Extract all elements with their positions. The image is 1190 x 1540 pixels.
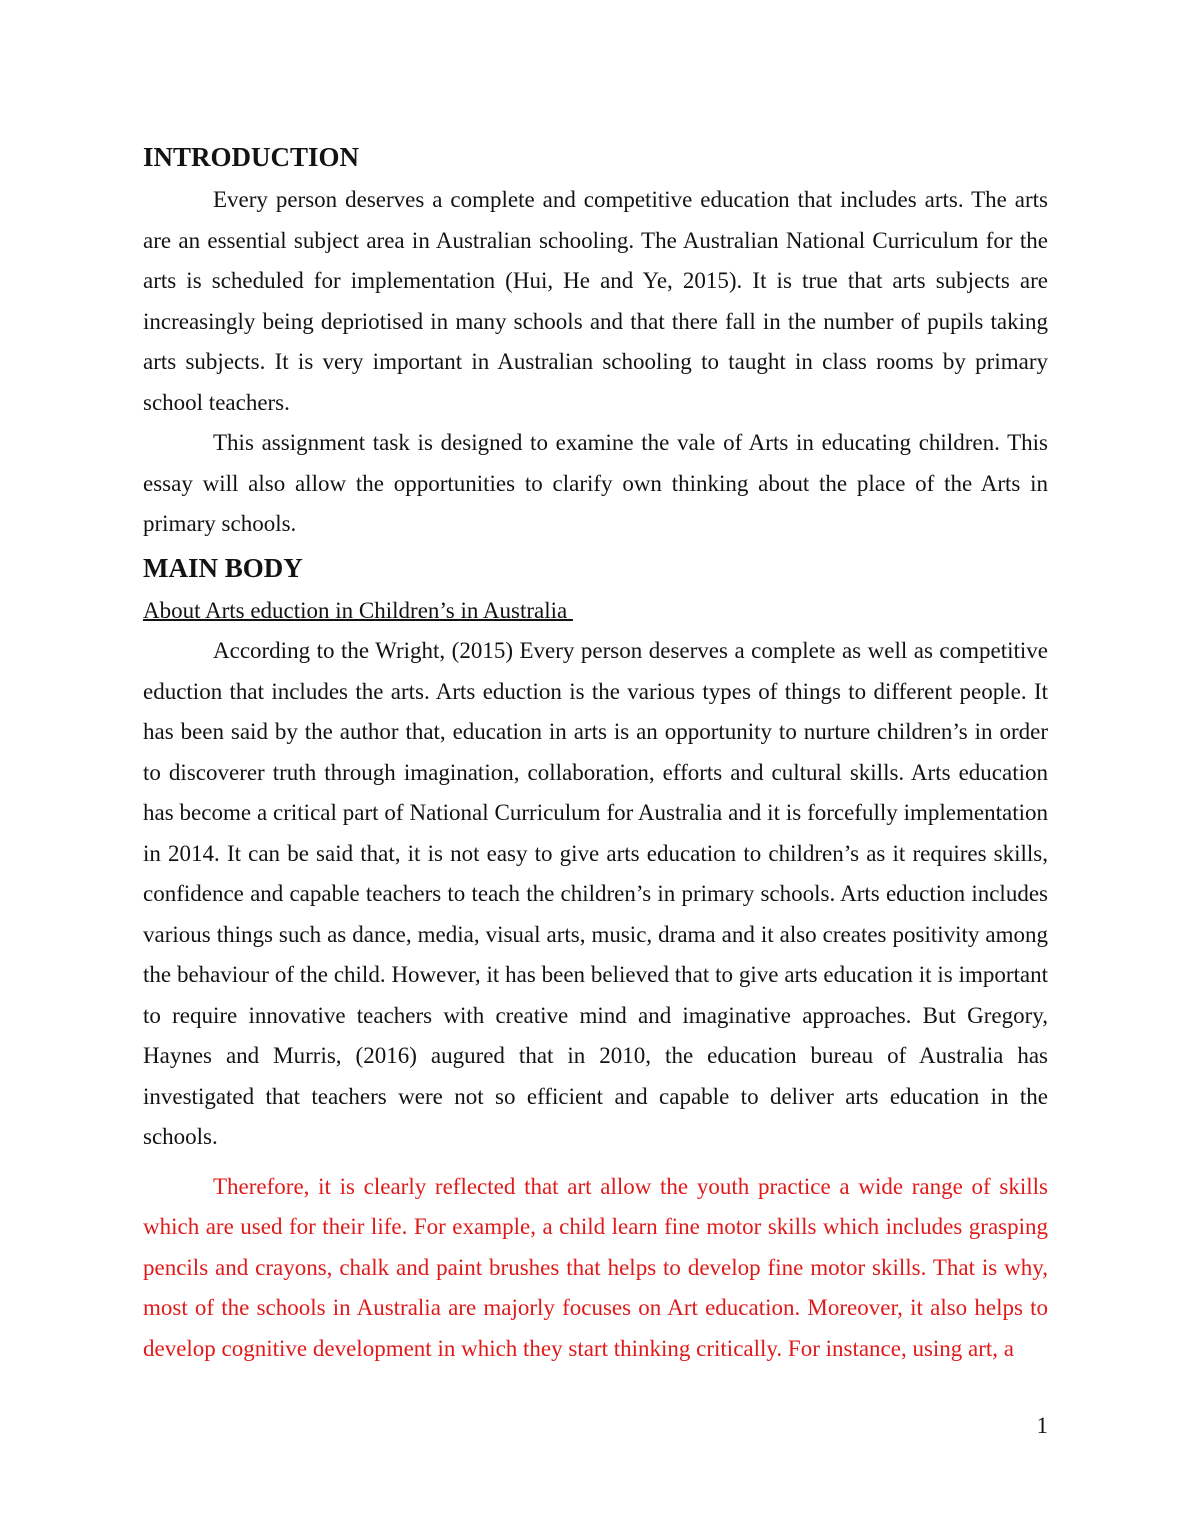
subheading-about-arts-education: About Arts eduction in Children’s in Australia	[143, 597, 573, 623]
intro-paragraph-1: Every person deserves a complete and competitive education that includes arts. The arts are an essential subject area in Australian schooling. The Australian National Curriculum for the arts is scheduled for implementation (Hui, He and Ye, 2015). It is true that arts subjects are increasingly being depriotised in many schools and that there fall in the number of pupils taking arts subjects. It is very important in Australian schooling to taught in class rooms by primary school teachers.	[143, 187, 1048, 415]
heading-introduction: INTRODUCTION	[143, 142, 360, 172]
main-body-paragraph: According to the Wright, (2015) Every person deserves a complete as well as competitive eduction that includes the arts. Arts eduction is the various types of things to different people. It has been said by the author that, education in arts is an opportunity to nurture children’s in order to discoverer truth through imagination, collaboration, efforts and cultural skills. Arts education has become a critical part of National Curriculum for Australia and it is forcefully implementation in 2014. It can be said that, it is not easy to give arts education to children’s as it requires skills, confidence and capable teachers to teach the children’s in primary schools. Arts eduction includes various things such as dance, media, visual arts, music, drama and it also creates positivity among the behaviour of the child. However, it has been believed that to give arts education it is important to require innovative teachers with creative mind and imaginative approaches. But Gregory, Haynes and Murris, (2016) augured that in 2010, the education bureau of Australia has investigated that teachers were not so efficient and capable to deliver arts education in the schools.	[143, 638, 1048, 1149]
heading-main-body: MAIN BODY	[143, 552, 303, 583]
page-number: 1	[1036, 1413, 1048, 1438]
intro-paragraph-2: This assignment task is designed to examine the vale of Arts in educating children. This essay will also allow the opportunities to clarify own thinking about the place of the Arts in primary schools.	[143, 430, 1048, 536]
red-highlighted-paragraph: Therefore, it is clearly reflected that art allow the youth practice a wide range of skills which are used for their life. For example, a child learn fine motor skills which includes grasping pencils and crayons, chalk and paint brushes that helps to develop fine motor skills. That is why, most of the schools in Australia are majorly focuses on Art education. Moreover, it also helps to develop cognitive development in which they start thinking critically. For instance, using art, a	[143, 1173, 1048, 1361]
